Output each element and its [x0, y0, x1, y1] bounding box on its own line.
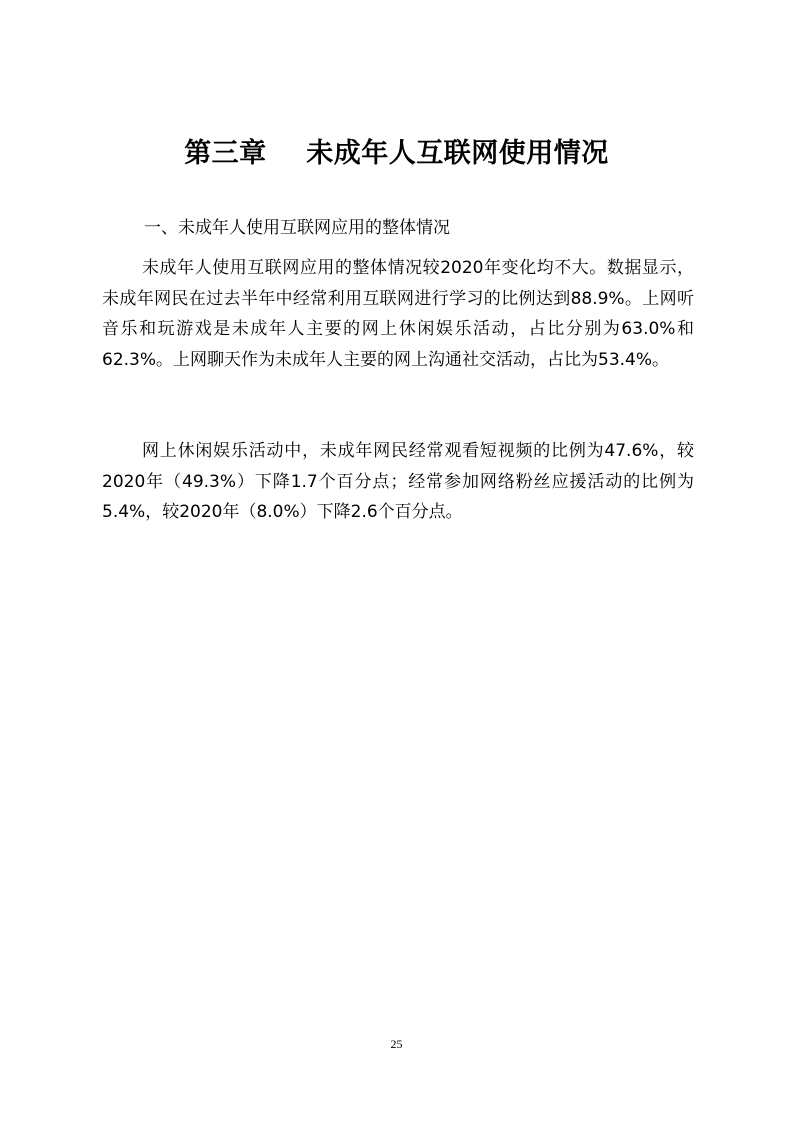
section-heading: 一、未成年人使用互联网应用的整体情况 [144, 218, 450, 238]
body-paragraph: 网上休闲娱乐活动中，未成年网民经常观看短视频的比例为47.6%，较2020年（49.3%）下降1.7个百分点；经常参加网络粉丝应援活动的比例为5.4%，较2020年（8.0%）下降2.6个百分点。 [102, 441, 694, 522]
page-number: 25 [390, 1037, 403, 1051]
body-paragraph: 未成年人使用互联网应用的整体情况较2020年变化均不大。数据显示，未成年网民在过去半年中经常利用互联网进行学习的比例达到88.9%。上网听音乐和玩游戏是未成年人主要的网上休闲娱乐活动，占比分别为63.0%和62.3%。上网聊天作为未成年人主要的网上沟通社交活动，占比为53.4%。 [102, 258, 694, 370]
chapter-title: 第三章 未成年人互联网使用情况 [184, 138, 609, 169]
